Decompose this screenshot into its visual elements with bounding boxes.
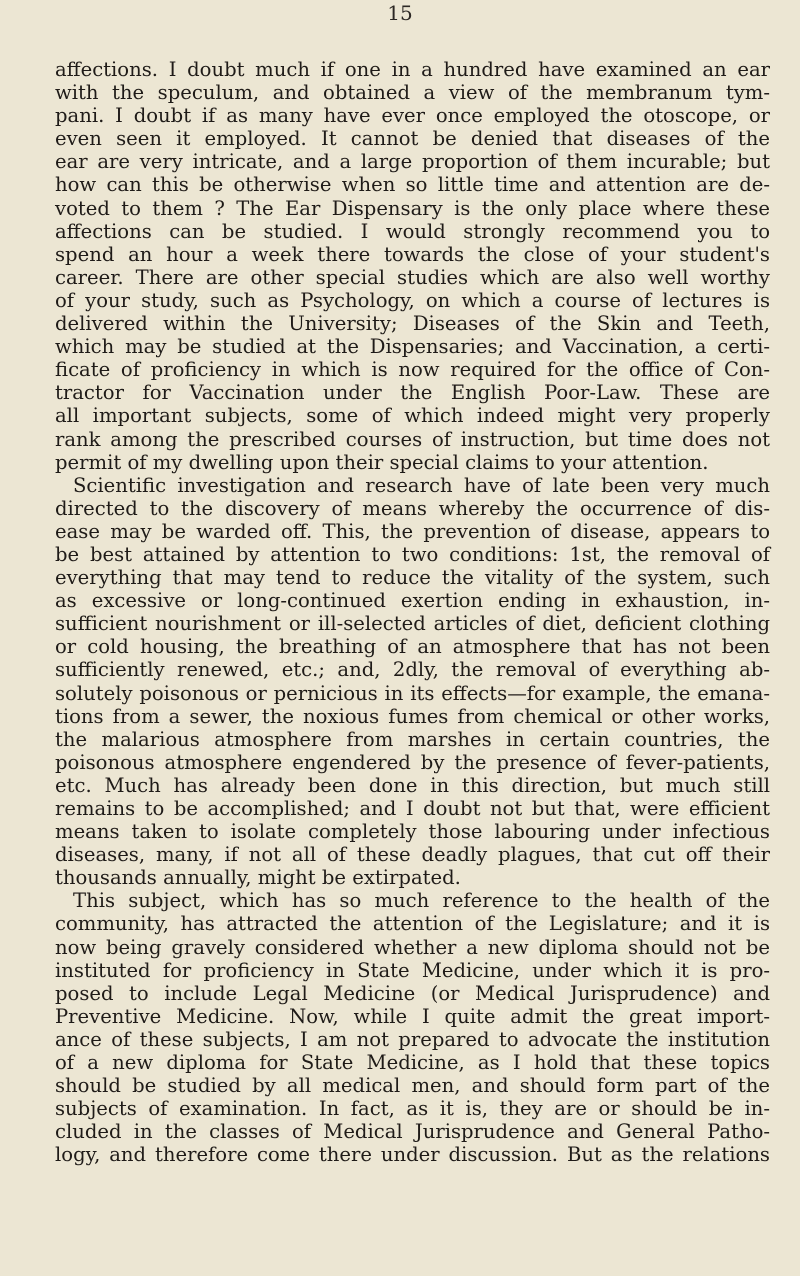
text-line: sufficiently renewed, etc.; and, 2dly, the removal of everything ab- — [55, 658, 770, 682]
text-line: now being gravely considered whether a new diploma should not be — [55, 935, 770, 959]
text-line: the malarious atmosphere from marshes in certain countries, the — [55, 727, 770, 751]
text-line: even seen it employed. It cannot be denied that diseases of the — [55, 127, 770, 151]
text-line: solutely poisonous or pernicious in its effects—for example, the emana- — [55, 681, 770, 705]
text-line: career. There are other special studies which are also well worthy — [55, 265, 770, 289]
text-line: delivered within the University; Diseases of the Skin and Teeth, — [55, 312, 770, 336]
text-line: cluded in the classes of Medical Jurisprudence and General Patho- — [55, 1120, 770, 1144]
text-line: voted to them ? The Ear Dispensary is the only place where these — [55, 196, 770, 220]
text-line: ance of these subjects, I am not prepared to advocate the institution — [55, 1027, 770, 1051]
text-line: subjects of examination. In fact, as it is, they are or should be in- — [55, 1097, 770, 1121]
text-line: which may be studied at the Dispensaries; and Vaccination, a certi- — [55, 335, 770, 359]
text-line: should be studied by all medical men, and should form part of the — [55, 1074, 770, 1098]
text-line: everything that may tend to reduce the vitality of the system, such — [55, 566, 770, 590]
text-line: affections can be studied. I would strongly recommend you to — [55, 219, 770, 243]
text-line: Preventive Medicine. Now, while I quite admit the great import- — [55, 1004, 770, 1028]
text-line: logy, and therefore come there under discussion. But as the relations — [55, 1143, 770, 1167]
text-line: thousands annually, might be extirpated. — [55, 866, 461, 890]
text-line: etc. Much has already been done in this direction, but much still — [55, 773, 770, 797]
text-line: all important subjects, some of which indeed might very properly — [55, 404, 770, 428]
text-line: community, has attracted the attention of the Legislature; and it is — [55, 912, 770, 936]
text-line: of a new diploma for State Medicine, as I hold that these topics — [55, 1051, 770, 1075]
text-line: Scientific investigation and research have of late been very much — [73, 473, 770, 497]
text-line: rank among the prescribed courses of instruction, but time does not — [55, 427, 770, 451]
text-line: with the speculum, and obtained a view of the membranum tym- — [55, 81, 770, 105]
text-line: affections. I doubt much if one in a hundred have examined an ear — [55, 58, 770, 81]
text-line: as excessive or long-continued exertion ending in exhaustion, in- — [55, 589, 770, 613]
text-line: how can this be otherwise when so little time and attention are de- — [55, 173, 770, 197]
text-line: pani. I doubt if as many have ever once employed the otoscope, or — [55, 104, 770, 128]
text-line: be best attained by attention to two conditions: 1st, the removal of — [55, 542, 770, 566]
text-line: ease may be warded off. This, the prevention of disease, appears to — [55, 519, 770, 543]
text-line: tions from a sewer, the noxious fumes from chemical or other works, — [55, 704, 770, 728]
text-line: remains to be accomplished; and I doubt not but that, were efficient — [55, 797, 770, 820]
text-line: This subject, which has so much reference to the health of the — [73, 889, 770, 913]
text-line: instituted for proficiency in State Medicine, under which it is pro- — [55, 958, 770, 982]
text-line: permit of my dwelling upon their special claims to your attention. — [55, 450, 709, 474]
text-line: diseases, many, if not all of these deadly plagues, that cut off their — [55, 843, 770, 867]
text-line: ficate of proficiency in which is now required for the office of Con- — [55, 358, 770, 382]
text-line: sufficient nourishment or ill-selected articles of diet, deficient clothing — [55, 612, 770, 636]
text-line: poisonous atmosphere engendered by the presence of fever-patients, — [55, 750, 770, 774]
text-line: posed to include Legal Medicine (or Medical Jurisprudence) and — [55, 981, 770, 1005]
text-line: means taken to isolate completely those labouring under infectious — [55, 820, 770, 844]
text-line: of your study, such as Psychology, on which a course of lectures is — [55, 288, 770, 312]
text-line: spend an hour a week there towards the close of your student's — [55, 242, 770, 266]
text-line: tractor for Vaccination under the English Poor-Law. These are — [55, 381, 770, 405]
page-number: 15 — [387, 1, 413, 25]
text-line: ear are very intricate, and a large proportion of them incurable; but — [55, 150, 770, 174]
text-line: or cold housing, the breathing of an atmosphere that has not been — [55, 635, 770, 659]
body-text — [55, 58, 770, 1167]
text-line: directed to the discovery of means whereby the occurrence of dis- — [55, 496, 770, 520]
